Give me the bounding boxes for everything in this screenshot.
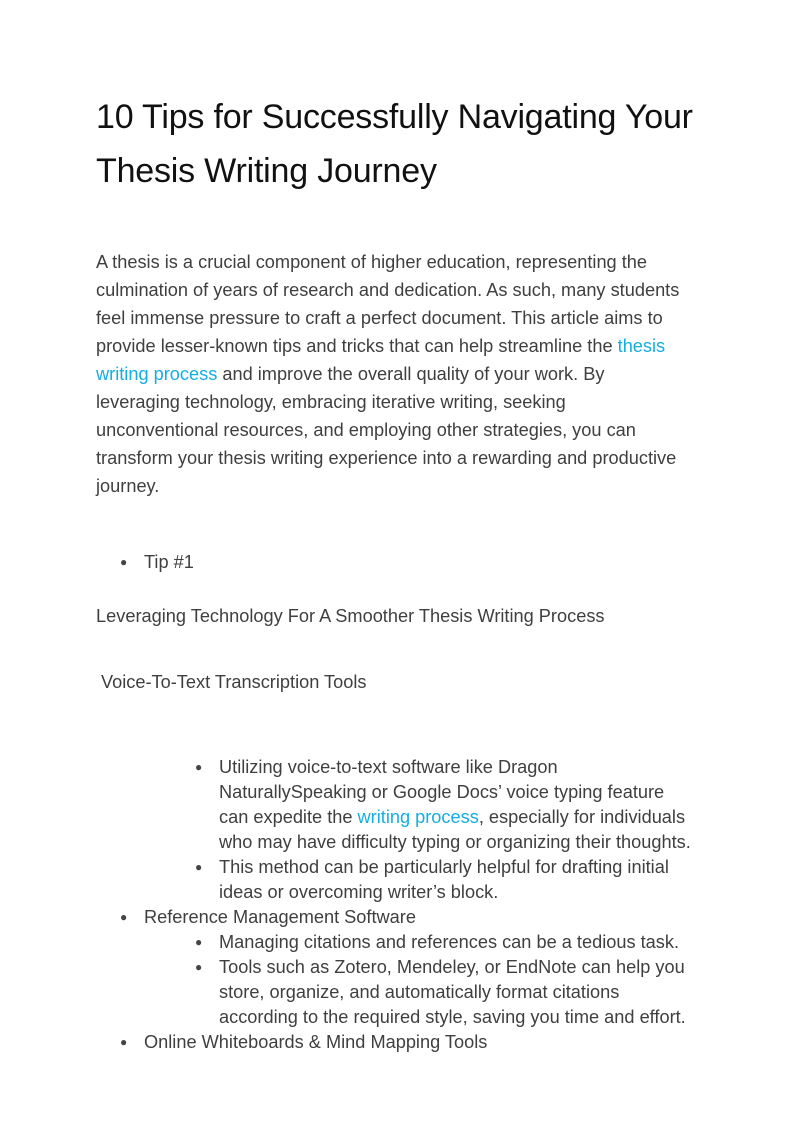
reference-point-2: Tools such as Zotero, Mendeley, or EndNote can help you store, organize, and automatically format citations according to the required style, saving you time and effort. — [219, 957, 686, 1027]
voice-point-1-after: , especially for individuals who may have difficulty typing or organizing their thoughts. — [219, 807, 691, 852]
bullet-dot-icon: ● — [195, 760, 203, 774]
bullet-dot-icon: ● — [120, 555, 128, 569]
writing-process-link[interactable]: writing process — [357, 807, 479, 827]
list-item — [96, 550, 696, 575]
voice-point-1-before: Utilizing voice-to-text software like Dragon NaturallySpeaking or Google Docs’ voice typing feature can expedite the — [219, 757, 665, 827]
whiteboards-label: Online Whiteboards & Mind Mapping Tools — [144, 1032, 488, 1052]
intro-text-after-link: and improve the overall quality of your work. By leveraging technology, embracing iterative writing, seeking unconventional resources, and employing other strategies, you can transform your thesis writing experience into a rewarding and productive journey. — [96, 364, 677, 496]
tip-label: Tip #1 — [144, 552, 194, 572]
reference-point-1: Managing citations and references can be a tedious task. — [219, 932, 680, 952]
bullet-dot-icon: ● — [195, 960, 203, 974]
intro-paragraph — [96, 248, 692, 500]
voice-point-2: This method can be particularly helpful for drafting initial ideas or overcoming writer’s block. — [219, 857, 669, 902]
reference-software-label: Reference Management Software — [144, 907, 416, 927]
sub-heading: Voice-To-Text Transcription Tools — [101, 672, 367, 692]
list-item — [96, 955, 696, 1030]
list-item — [96, 755, 696, 855]
list-item — [96, 1030, 696, 1055]
list-item — [96, 930, 696, 955]
list-item — [96, 855, 696, 905]
section-heading: Leveraging Technology For A Smoother Thesis Writing Process — [96, 606, 605, 626]
tools-list — [96, 755, 696, 1055]
list-item — [96, 905, 696, 930]
bullet-dot-icon: ● — [120, 1035, 128, 1049]
document-page — [96, 90, 696, 1055]
intro-text-before-link: A thesis is a crucial component of higher education, representing the culmination of years of research and dedication. As such, many students feel immense pressure to craft a perfect document. This article aims to provide lesser-known tips and tricks that can help streamline the — [96, 252, 680, 356]
tip-list — [96, 550, 696, 575]
thesis-writing-process-link[interactable]: thesis writing process — [96, 336, 666, 384]
page-title: 10 Tips for Successfully Navigating Your Thesis Writing Journey — [96, 98, 693, 190]
bullet-dot-icon: ● — [195, 860, 203, 874]
bullet-dot-icon: ● — [120, 910, 128, 924]
bullet-dot-icon: ● — [195, 935, 203, 949]
